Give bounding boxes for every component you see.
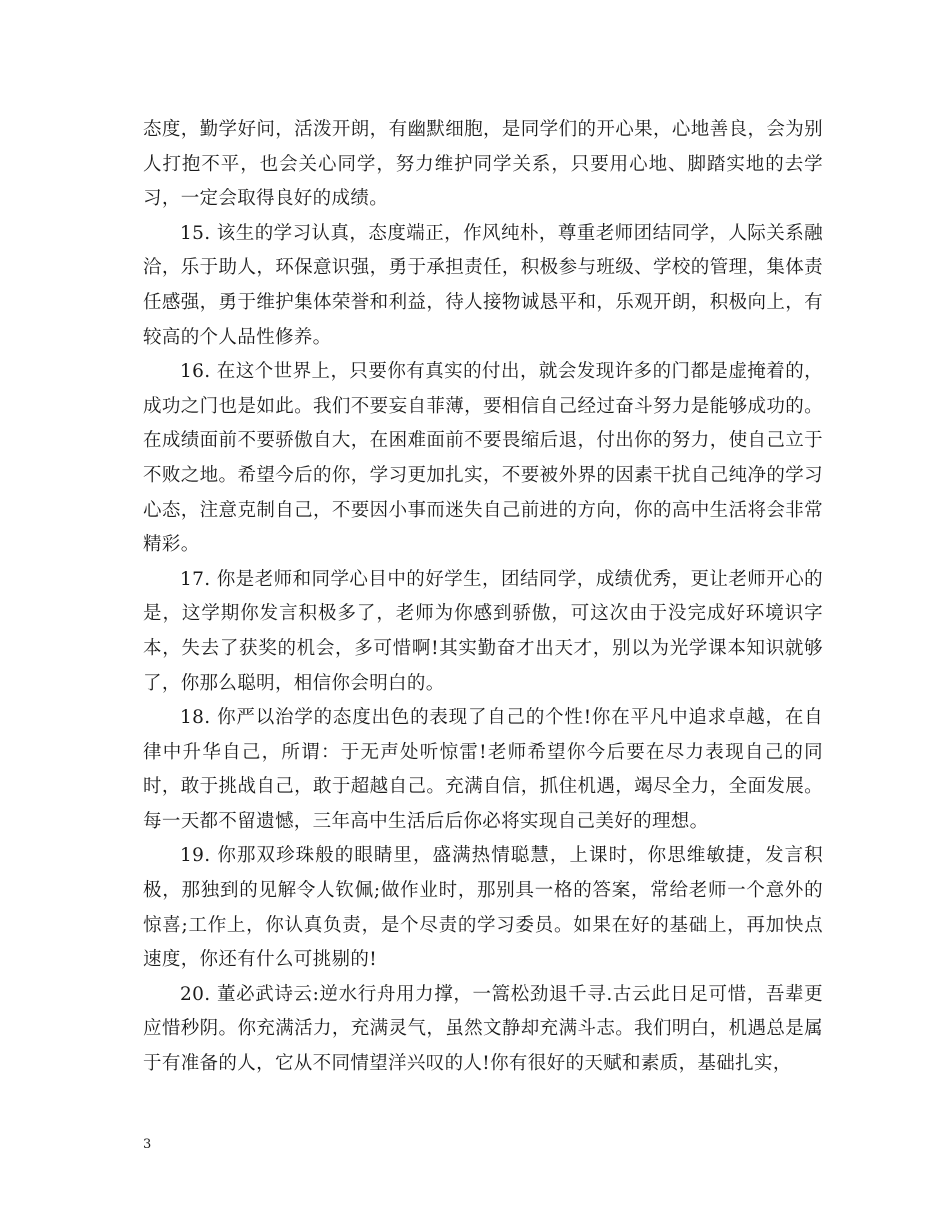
paragraph-item-17: 17. 你是老师和同学心目中的好学生，团结同学，成绩优秀，更让老师开心的是，这学期你发言积极多了，老师为你感到骄傲，可这次由于没完成好环境识字本，失去了获奖的机会，多可惜啊!其实勤奋才出天才，别以为光学课本知识就够了，你那么聪明，相信你会明白的。 — [143, 568, 823, 694]
page-number: 3 — [143, 1137, 152, 1152]
paragraph-item-15: 15. 该生的学习认真，态度端正，作风纯朴，尊重老师团结同学，人际关系融洽，乐于助人，环保意识强，勇于承担责任，积极参与班级、学校的管理，集体责任感强，勇于维护集体荣誉和利益，待人接物诚恳平和，乐观开朗，积极向上，有较高的个人品性修养。 — [143, 222, 823, 348]
paragraph-item-18: 18. 你严以治学的态度出色的表现了自己的个性!你在平凡中追求卓越，在自律中升华自己，所谓：于无声处听惊雷!老师希望你今后要在尽力表现自己的同时，敢于挑战自己，敢于超越自己。充满自信，抓住机遇，竭尽全力，全面发展。每一天都不留遗憾，三年高中生活后后你必将实现自己美好的理想。 — [143, 707, 823, 832]
paragraph-item-16: 16. 在这个世界上，只要你有真实的付出，就会发现许多的门都是虚掩着的，成功之门也是如此。我们不要妄自菲薄，要相信自己经过奋斗努力是能够成功的。在成绩面前不要骄傲自大，在困难面前不要畏缩后退，付出你的努力，使自己立于不败之地。希望今后的你，学习更加扎实，不要被外界的因素干扰自己纯净的学习心态，注意克制自己，不要因小事而迷失自己前进的方向，你的高中生活将会非常精彩。 — [143, 361, 823, 556]
paragraph-item-20: 20. 董必武诗云:逆水行舟用力撑，一篙松劲退千寻.古云此日足可惜，吾辈更应惜秒阴。你充满活力，充满灵气，虽然文静却充满斗志。我们明白，机遇总是属于有准备的人，它从不同情望洋兴叹的人!你有很好的天赋和素质，基础扎实， — [143, 983, 823, 1075]
paragraph-continuation: 态度，勤学好问，活泼开朗，有幽默细胞，是同学们的开心果，心地善良，会为别人打抱不平，也会关心同学，努力维护同学关系，只要用心地、脚踏实地的去学习，一定会取得良好的成绩。 — [143, 119, 823, 210]
paragraph-item-19: 19. 你那双珍珠般的眼睛里，盛满热情聪慧，上课时，你思维敏捷，发言积极，那独到的见解令人钦佩;做作业时，那别具一格的答案，常给老师一个意外的惊喜;工作上，你认真负责，是个尽责的学习委员。如果在好的基础上，再加快点速度，你还有什么可挑剔的! — [143, 845, 823, 971]
document-body — [143, 113, 823, 1082]
